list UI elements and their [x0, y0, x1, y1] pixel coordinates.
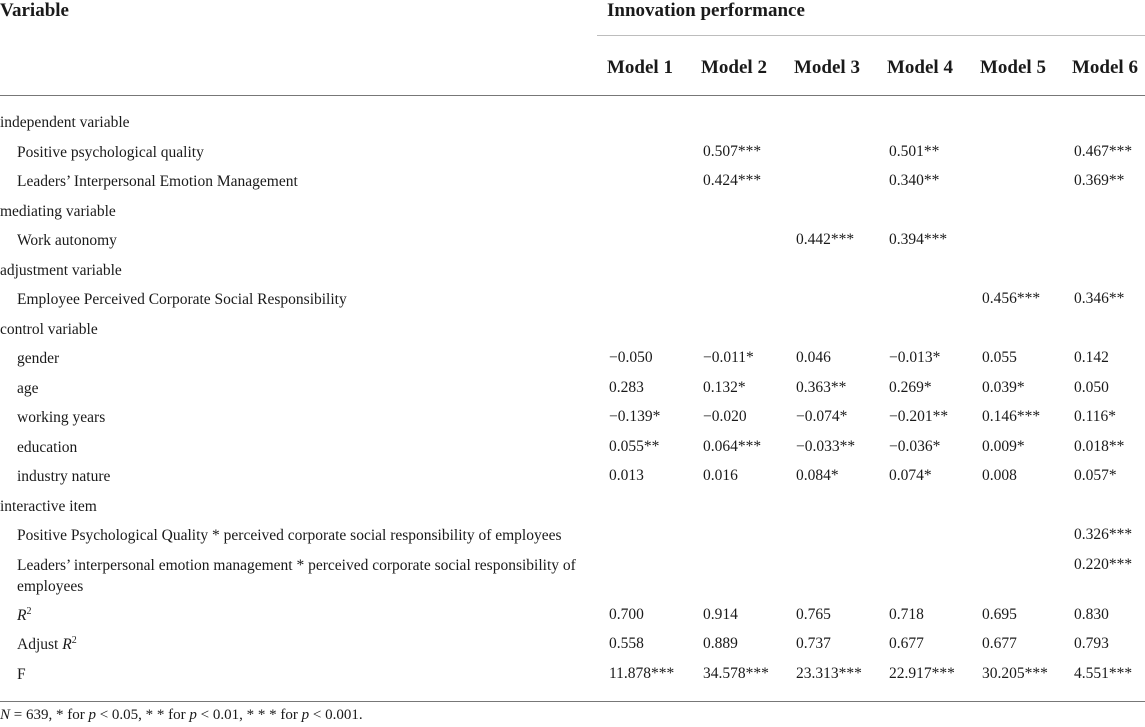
row-label: education [17, 439, 78, 456]
table-cell: 0.146*** [982, 408, 1041, 425]
table-cell: 0.039* [982, 379, 1025, 396]
section-label: mediating variable [0, 203, 116, 220]
row-label: industry nature [17, 468, 111, 485]
table-cell: 0.394*** [889, 231, 948, 248]
table-cell: 0.793 [1074, 635, 1109, 652]
table-cell: 0.765 [796, 606, 831, 623]
table-cell: 0.677 [889, 635, 924, 652]
table-cell: 0.084* [796, 467, 839, 484]
header-innovation-performance: Innovation performance [607, 0, 805, 21]
table-cell: 0.055** [609, 438, 660, 455]
section-label: interactive item [0, 498, 97, 515]
table-cell: −0.036* [889, 438, 941, 455]
table-cell: 4.551*** [1074, 665, 1133, 682]
table-cell: 23.313*** [796, 665, 862, 682]
table-cell: 0.718 [889, 606, 924, 623]
table-cell: 0.467*** [1074, 143, 1133, 160]
table-cell: 0.501** [889, 143, 940, 160]
table-cell: −0.050 [609, 349, 653, 366]
table-cell: 0.064*** [703, 438, 762, 455]
row-label: $R^2$ [17, 606, 32, 624]
table-cell: 0.889 [703, 635, 738, 652]
table-cell: 22.917*** [889, 665, 955, 682]
header-model-2: Model 2 [701, 57, 767, 78]
table-cell: −0.201** [889, 408, 949, 425]
table-cell: −0.013* [889, 349, 941, 366]
table-cell: 0.008 [982, 467, 1017, 484]
row-label: Work autonomy [17, 232, 117, 249]
row-label: working years [17, 409, 106, 426]
table-cell: 0.677 [982, 635, 1017, 652]
bottom-rule [0, 701, 1145, 702]
table-cell: 0.269* [889, 379, 932, 396]
table-cell: −0.011* [703, 349, 754, 366]
row-label: gender [17, 350, 60, 367]
table-cell: 0.009* [982, 438, 1025, 455]
header-model-4: Model 4 [887, 57, 953, 78]
table-cell: 0.013 [609, 467, 644, 484]
header-model-5: Model 5 [980, 57, 1046, 78]
table-cell: 0.018** [1074, 438, 1125, 455]
table-cell: 0.737 [796, 635, 831, 652]
row-label: age [17, 380, 39, 397]
table-cell: 34.578*** [703, 665, 769, 682]
table-cell: 0.424*** [703, 172, 762, 189]
table-cell: −0.074* [796, 408, 848, 425]
header-model-1: Model 1 [607, 57, 673, 78]
table-cell: 0.369** [1074, 172, 1125, 189]
table-cell: 0.700 [609, 606, 644, 623]
table-cell: 0.074* [889, 467, 932, 484]
section-label: control variable [0, 321, 98, 338]
table-cell: 0.142 [1074, 349, 1109, 366]
table-cell: 30.205*** [982, 665, 1048, 682]
table-cell: 0.695 [982, 606, 1017, 623]
row-label: Positive psychological quality [17, 144, 204, 161]
table-cell: 0.558 [609, 635, 644, 652]
table-cell: 0.830 [1074, 606, 1109, 623]
table-cell: −0.033** [796, 438, 856, 455]
table-cell: 0.914 [703, 606, 738, 623]
table-cell: 0.363** [796, 379, 847, 396]
header-rule [0, 95, 1145, 96]
row-label: Leaders’ Interpersonal Emotion Management [17, 173, 298, 190]
row-label: Adjust $R^2$ [17, 635, 77, 653]
group-underline [597, 35, 1145, 36]
header-variable: Variable [0, 0, 69, 21]
table-cell: 0.057* [1074, 467, 1117, 484]
row-label: Leaders’ interpersonal emotion management * perceived corporate social responsibility of employees [17, 557, 576, 595]
table-cell: 11.878*** [609, 665, 675, 682]
table-footnote: N = 639, * for p < 0.05, * * for p < 0.01, * * * for p < 0.001. [0, 707, 363, 723]
table-cell: 0.050 [1074, 379, 1109, 396]
table-cell: 0.507*** [703, 143, 762, 160]
table-cell: 0.116* [1074, 408, 1117, 425]
row-label: Employee Perceived Corporate Social Responsibility [17, 291, 347, 308]
table-cell: 0.132* [703, 379, 746, 396]
table-cell: 0.442*** [796, 231, 855, 248]
row-label: F [17, 666, 26, 683]
table-cell: 0.016 [703, 467, 738, 484]
table-cell: 0.220*** [1074, 556, 1133, 573]
row-label: Positive Psychological Quality * perceived corporate social responsibility of employees [17, 527, 562, 544]
section-label: independent variable [0, 114, 130, 131]
header-model-6: Model 6 [1072, 57, 1138, 78]
table-cell: 0.346** [1074, 290, 1125, 307]
table-cell: 0.456*** [982, 290, 1041, 307]
table-cell: 0.326*** [1074, 526, 1133, 543]
table-cell: 0.283 [609, 379, 644, 396]
table-cell: 0.340** [889, 172, 940, 189]
table-cell: −0.139* [609, 408, 661, 425]
table-cell: 0.046 [796, 349, 831, 366]
table-cell: 0.055 [982, 349, 1017, 366]
header-model-3: Model 3 [794, 57, 860, 78]
section-label: adjustment variable [0, 262, 122, 279]
table-cell: −0.020 [703, 408, 747, 425]
